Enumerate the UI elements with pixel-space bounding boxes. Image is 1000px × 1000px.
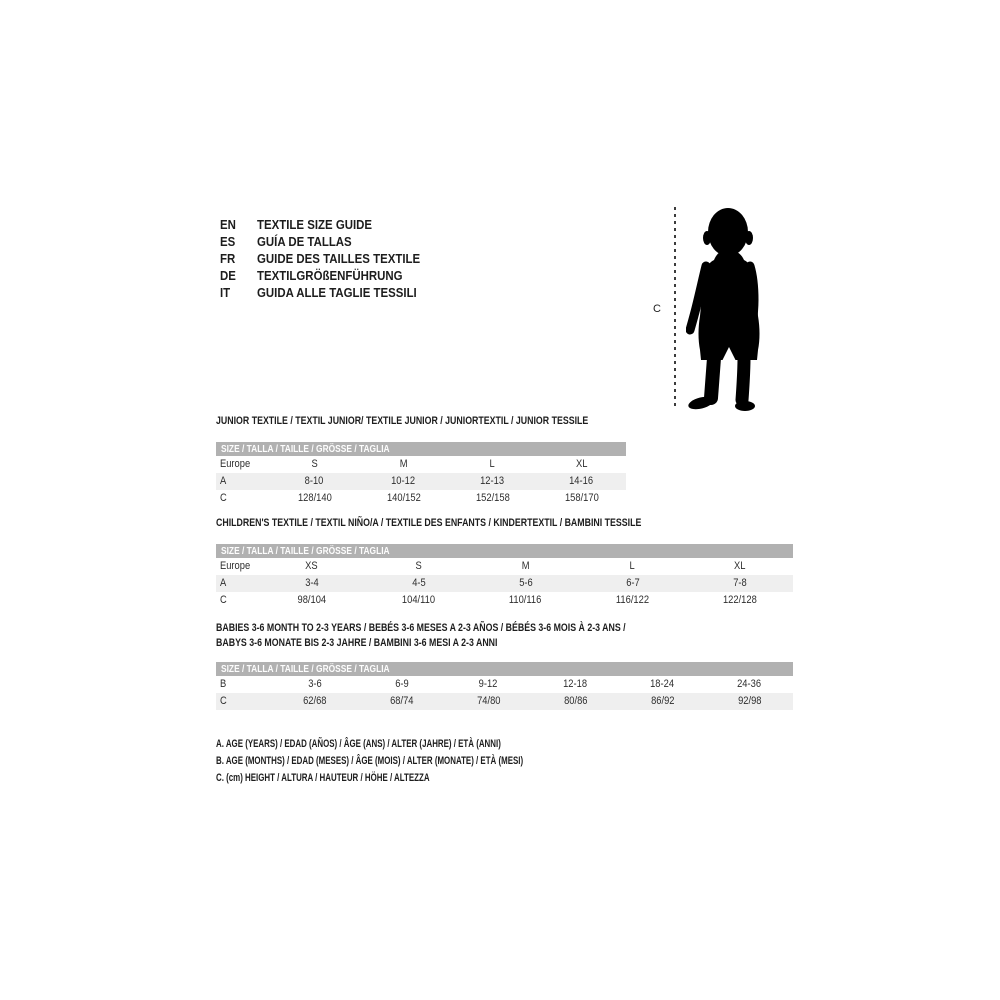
size-cell: 5-6	[518, 577, 533, 589]
size-cell: 140/152	[386, 492, 421, 504]
size-cell: 3-4	[304, 577, 319, 589]
size-cell: 98/104	[297, 594, 326, 606]
row-label: A	[220, 475, 227, 487]
lang-code: DE	[220, 268, 236, 283]
size-header-bar: SIZE / TALLA / TAILLE / GRÖSSE / TAGLIA	[216, 544, 793, 558]
size-cell: 104/110	[401, 594, 436, 606]
size-cell: M	[521, 560, 530, 572]
lang-code: IT	[220, 285, 231, 300]
size-cell: 92/98	[737, 695, 762, 707]
size-cell: 8-10	[305, 475, 324, 487]
note-age-months: B. AGE (MONTHS) / EDAD (MESES) / ÂGE (MOIS) / ALTER (MONATE) / ETÀ (MESI)	[216, 755, 524, 767]
lang-code: EN	[220, 217, 236, 232]
size-header-bar: SIZE / TALLA / TAILLE / GRÖSSE / TAGLIA	[216, 662, 793, 676]
size-cell: 6-9	[394, 678, 409, 690]
row-label: C	[220, 695, 227, 707]
size-cell: 68/74	[389, 695, 414, 707]
size-cell: 116/122	[615, 594, 650, 606]
junior-textile-table	[216, 415, 626, 507]
size-cell: L	[629, 560, 636, 572]
table-row-height	[216, 693, 793, 710]
table-row-europe	[216, 456, 626, 473]
size-cell: XL	[575, 458, 588, 470]
note-height-cm: C. (cm) HEIGHT / ALTURA / HAUTEUR / HÖHE / ALTEZZA	[216, 772, 430, 784]
lang-label: GUIDA ALLE TAGLIE TESSILI	[257, 285, 417, 300]
table-row-age	[216, 575, 793, 592]
row-label: Europe	[220, 458, 251, 470]
row-label: C	[220, 594, 227, 606]
size-cell: 10-12	[391, 475, 416, 487]
size-cell: L	[489, 458, 496, 470]
table-title	[216, 621, 793, 651]
row-label: B	[220, 678, 227, 690]
table-row-height	[216, 592, 793, 609]
row-label: A	[220, 577, 227, 589]
size-cell: 6-7	[625, 577, 640, 589]
size-cell: S	[415, 560, 422, 572]
table-title-line2: BABYS 3-6 MONATE BIS 2-3 JAHRE / BAMBINI 3-6 MESI A 2-3 ANNI	[216, 637, 498, 649]
size-cell: 86/92	[650, 695, 675, 707]
lang-row-it	[220, 284, 442, 301]
size-cell: M	[399, 458, 408, 470]
size-cell: 128/140	[297, 492, 332, 504]
table-row-months	[216, 676, 793, 693]
table-row-height	[216, 490, 626, 507]
lang-label: GUÍA DE TALLAS	[257, 234, 352, 249]
size-cell: XS	[305, 560, 318, 572]
size-cell: 158/170	[564, 492, 599, 504]
size-cell: 9-12	[479, 678, 498, 690]
lang-row-fr	[220, 250, 442, 267]
size-cell: 3-6	[307, 678, 322, 690]
size-cell: 74/80	[476, 695, 501, 707]
toddler-silhouette-icon	[686, 204, 778, 412]
height-dashed-line	[674, 207, 676, 409]
lang-code: ES	[220, 234, 236, 249]
table-row-europe	[216, 558, 793, 575]
lang-label: GUIDE DES TAILLES TEXTILE	[257, 251, 421, 266]
note-age-years: A. AGE (YEARS) / EDAD (AÑOS) / ÂGE (ANS) / ALTER (JAHRE) / ETÀ (ANNI)	[216, 738, 501, 750]
size-cell: 110/116	[509, 594, 542, 606]
table-title: CHILDREN'S TEXTILE / TEXTIL NIÑO/A / TEXTILE DES ENFANTS / KINDERTEXTIL / BAMBINI TESSILE	[216, 517, 642, 529]
language-legend	[220, 216, 442, 301]
size-cell: 12-18	[563, 678, 588, 690]
lang-row-en	[220, 216, 442, 233]
lang-label: TEXTILGRÖßENFÜHRUNG	[257, 268, 403, 283]
size-cell: 80/86	[563, 695, 588, 707]
childrens-textile-table	[216, 517, 793, 609]
table-title-line1: BABIES 3-6 MONTH TO 2-3 YEARS / BEBÉS 3-6 MESES A 2-3 AÑOS / BÉBÉS 3-6 MOIS À 2-3 ANS /	[216, 622, 626, 634]
size-cell: 12-13	[480, 475, 505, 487]
size-cell: XL	[733, 560, 746, 572]
size-cell: 7-8	[732, 577, 747, 589]
lang-code: FR	[220, 251, 236, 266]
size-cell: S	[311, 458, 318, 470]
table-row-age	[216, 473, 626, 490]
lang-row-es	[220, 233, 442, 250]
table-title: JUNIOR TEXTILE / TEXTIL JUNIOR/ TEXTILE JUNIOR / JUNIORTEXTIL / JUNIOR TESSILE	[216, 415, 589, 427]
row-label: Europe	[220, 560, 251, 572]
lang-label: TEXTILE SIZE GUIDE	[257, 217, 373, 232]
size-cell: 4-5	[411, 577, 426, 589]
size-cell: 24-36	[737, 678, 762, 690]
size-cell: 18-24	[650, 678, 675, 690]
lang-row-de	[220, 267, 442, 284]
legend-notes	[216, 736, 643, 787]
size-header-bar: SIZE / TALLA / TAILLE / GRÖSSE / TAGLIA	[216, 442, 626, 456]
height-measure-label: C	[653, 303, 661, 315]
babies-textile-table	[216, 621, 793, 710]
size-cell: 152/158	[475, 492, 510, 504]
size-cell: 14-16	[569, 475, 594, 487]
row-label: C	[220, 492, 227, 504]
size-cell: 122/128	[722, 594, 757, 606]
size-cell: 62/68	[302, 695, 327, 707]
